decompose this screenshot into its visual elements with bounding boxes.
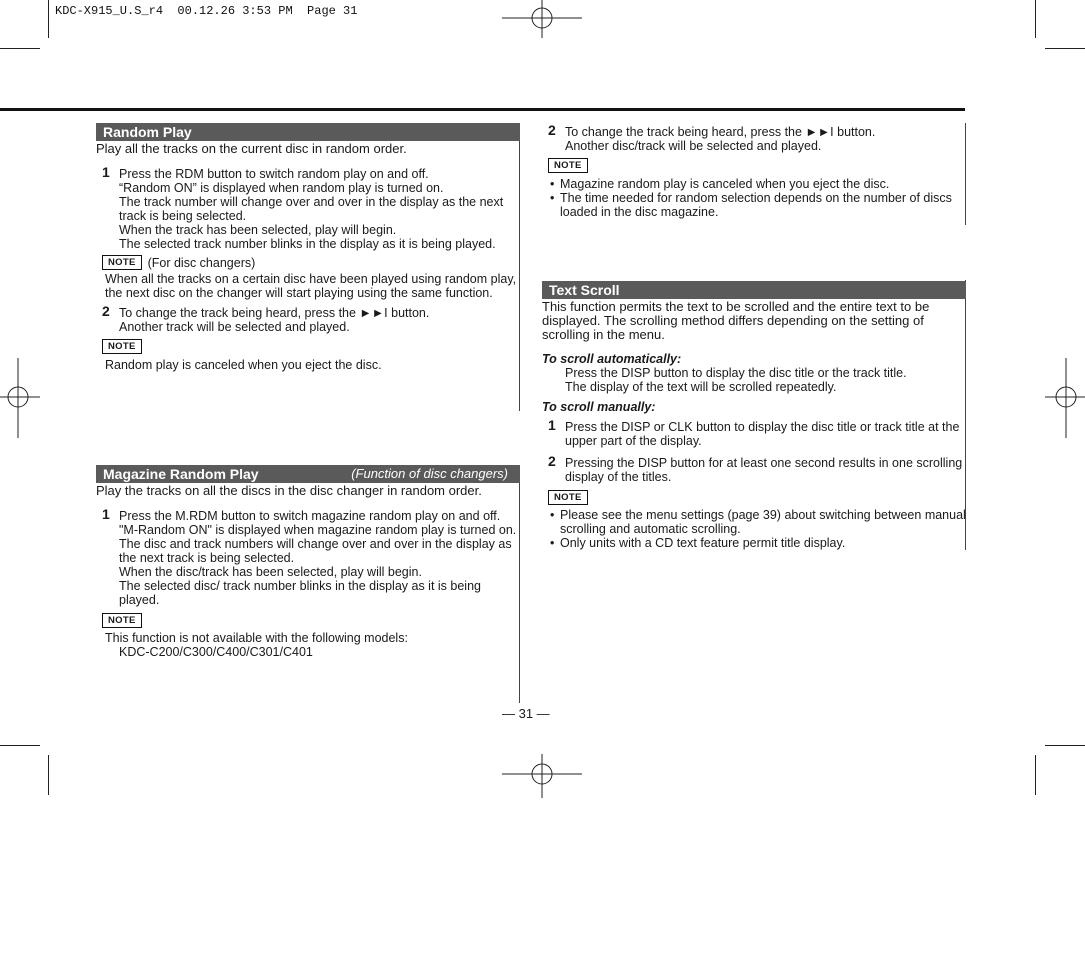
step-2: [96, 303, 520, 334]
step-text: "M-Random ON" is displayed when magazine random play is turned on.: [119, 523, 517, 537]
step-text: “Random ON” is displayed when random play is turned on.: [119, 181, 444, 195]
section-title-text: Magazine Random Play: [103, 466, 259, 482]
step-text: Press the RDM button to switch random play on and off.: [119, 167, 429, 181]
body-text: The display of the text will be scrolled repeatedly.: [565, 380, 837, 394]
column-divider: [965, 123, 966, 225]
note-header: [96, 255, 520, 270]
note-text: When all the tracks on a certain disc have been played using random play, the next disc on the changer will start playing using the same function.: [105, 272, 517, 300]
note-text: Random play is canceled when you eject the disc.: [105, 358, 382, 372]
magazine-random-play-continued: [542, 122, 962, 219]
bullet-dot: •: [550, 508, 555, 522]
note-badge: NOTE: [548, 490, 588, 505]
section-title-text: Random Play: [103, 124, 192, 140]
step-text: The selected track number blinks in the display as it is being played.: [119, 237, 496, 251]
registration-mark-icon: [502, 0, 582, 40]
note-header: [542, 490, 966, 505]
top-rule: [0, 108, 965, 111]
step-number: 2: [548, 453, 556, 469]
random-play-section: [96, 123, 520, 372]
bullet-text: The time needed for random selection depends on the number of discs loaded in the disc magazine.: [560, 191, 952, 219]
registration-mark-icon: [502, 754, 582, 798]
crop-mark: [1035, 755, 1036, 795]
step-text: To change the track being heard, press the ►►I button.: [119, 306, 430, 320]
crop-mark: [1035, 0, 1036, 38]
note-header: [96, 339, 520, 354]
crop-mark: [1045, 48, 1085, 49]
note-badge: NOTE: [102, 339, 142, 354]
step-text: The selected disc/ track number blinks in the display as it is being played.: [119, 579, 481, 607]
registration-mark-icon: [0, 358, 40, 438]
crop-mark: [48, 0, 49, 38]
note-badge: NOTE: [548, 158, 588, 173]
step-text: To change the track being heard, press the ►►I button.: [565, 125, 876, 139]
note-bullet: [542, 191, 962, 219]
text-scroll-section: [542, 281, 966, 550]
section-title-aside: (Function of disc changers): [351, 466, 508, 481]
bullet-text: Please see the menu settings (page 39) about switching between manual scrolling and automatic scrolling.: [560, 508, 966, 536]
note-badge: NOTE: [102, 255, 142, 270]
step-text: The track number will change over and over in the display as the next track is being selected.: [119, 195, 504, 223]
section-lead: Play all the tracks on the current disc in random order.: [96, 141, 407, 156]
step-text: When the track has been selected, play will begin.: [119, 223, 397, 237]
step-1: [96, 164, 520, 251]
step-number: 1: [102, 506, 110, 522]
crop-mark: [0, 48, 40, 49]
step-text: The disc and track numbers will change over and over in the display as the next track is being selected.: [119, 537, 512, 565]
crop-mark: [1045, 745, 1085, 746]
step-number: 2: [548, 122, 556, 138]
bullet-dot: •: [550, 191, 555, 205]
note-bullet: [542, 508, 966, 536]
step-2: [542, 122, 962, 153]
page-number: — 31 —: [502, 706, 550, 721]
note-header: [542, 158, 962, 173]
note-text: This function is not available with the following models:: [105, 631, 408, 645]
note-bullet: [542, 177, 962, 191]
magazine-random-play-section: [96, 465, 520, 659]
note-text: KDC-C200/C300/C400/C301/C401: [119, 645, 313, 659]
step-text: Another track will be selected and played.: [119, 320, 350, 334]
section-title-text-scroll: [542, 281, 966, 299]
step-1: [96, 506, 520, 607]
bullet-text: Magazine random play is canceled when you eject the disc.: [560, 177, 890, 191]
step-text: Another disc/track will be selected and played.: [565, 139, 822, 153]
bullet-dot: •: [550, 177, 555, 191]
step-2: [542, 453, 966, 484]
step-text: Press the M.RDM button to switch magazine random play on and off.: [119, 509, 501, 523]
print-slug: KDC-X915_U.S_r4 00.12.26 3:53 PM Page 31: [55, 4, 358, 18]
step-text: When the disc/track has been selected, play will begin.: [119, 565, 422, 579]
crop-mark: [0, 745, 40, 746]
section-lead: Play the tracks on all the discs in the disc changer in random order.: [96, 483, 482, 498]
step-text: Press the DISP or CLK button to display the disc title or track title at the upper part of the display.: [565, 420, 960, 448]
step-number: 2: [102, 303, 110, 319]
crop-mark: [48, 755, 49, 795]
step-number: 1: [548, 417, 556, 433]
step-text: Pressing the DISP button for at least one second results in one scrolling display of the titles.: [565, 456, 963, 484]
registration-mark-icon: [1045, 358, 1085, 438]
bullet-text: Only units with a CD text feature permit title display.: [560, 536, 846, 550]
subheading-manual: To scroll manually:: [542, 400, 656, 414]
step-number: 1: [102, 164, 110, 180]
note-header: [96, 613, 520, 628]
note-badge: NOTE: [102, 613, 142, 628]
section-title-text: Text Scroll: [549, 282, 620, 298]
section-title-magazine-random-play: [96, 465, 520, 483]
note-bullet: [542, 536, 966, 550]
step-1: [542, 417, 966, 448]
section-title-random-play: [96, 123, 520, 141]
section-lead: This function permits the text to be scrolled and the entire text to be displayed. The scrolling method differs depending on the setting of scrolling in the menu.: [542, 299, 930, 342]
body-text: Press the DISP button to display the disc title or the track title.: [565, 366, 907, 380]
note-caption: (For disc changers): [147, 255, 256, 270]
bullet-dot: •: [550, 536, 555, 550]
subheading-auto: To scroll automatically:: [542, 352, 682, 366]
